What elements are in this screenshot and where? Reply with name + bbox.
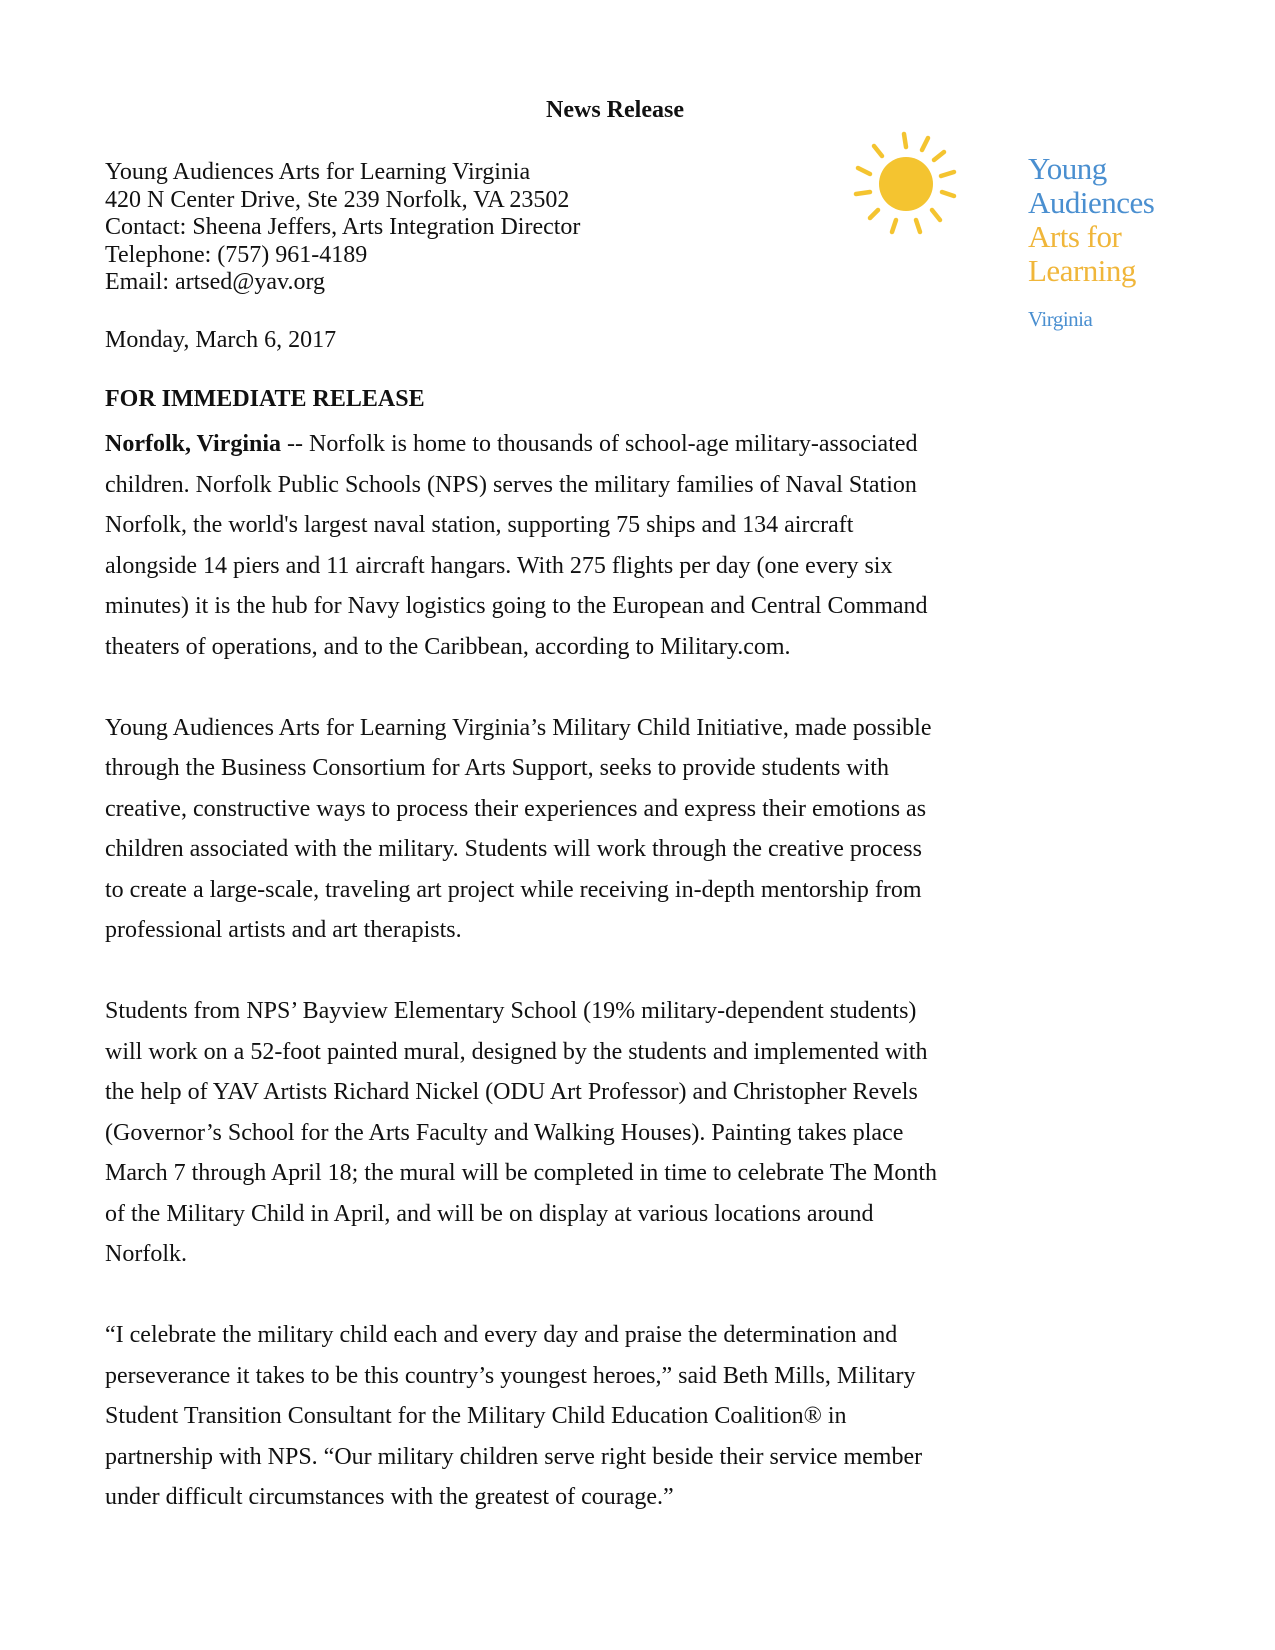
paragraph-line: alongside 14 piers and 11 aircraft hangars. With 275 flights per day (one every six bbox=[105, 552, 893, 579]
paragraph-line: Norfolk, the world's largest naval station, supporting 75 ships and 134 aircraft bbox=[105, 512, 854, 538]
contact-email: Email: artsed@yav.org bbox=[105, 269, 326, 295]
paragraph-intro bbox=[105, 424, 1105, 667]
paragraph-line: to create a large-scale, traveling art project while receiving in-depth mentorship from bbox=[105, 876, 922, 903]
article-body bbox=[105, 424, 1105, 1558]
logo-line-arts-for: Arts for bbox=[1028, 219, 1122, 254]
release-tag: FOR IMMEDIATE RELEASE bbox=[105, 386, 425, 412]
logo-region: Virginia bbox=[1028, 307, 1093, 331]
paragraph-line: partnership with NPS. “Our military children serve right beside their service member bbox=[105, 1443, 923, 1470]
organization-address: 420 N Center Drive, Ste 239 Norfolk, VA 23502 bbox=[105, 186, 570, 213]
paragraph-initiative bbox=[105, 708, 1105, 951]
paragraph-line: children. Norfolk Public Schools (NPS) serves the military families of Naval Station bbox=[105, 471, 917, 498]
paragraph-line: professional artists and art therapists. bbox=[105, 917, 462, 943]
paragraph-line: Student Transition Consultant for the Military Child Education Coalition® in bbox=[105, 1403, 847, 1429]
paragraph-line: the help of YAV Artists Richard Nickel (ODU Art Professor) and Christopher Revels bbox=[105, 1079, 918, 1105]
paragraph-line: Young Audiences Arts for Learning Virginia’s Military Child Initiative, made possible bbox=[105, 714, 932, 741]
paragraph-mural bbox=[105, 991, 1105, 1275]
paragraph-line: “I celebrate the military child each and every day and praise the determination and bbox=[105, 1322, 898, 1348]
paragraph-line: minutes) it is the hub for Navy logistics going to the European and Central Command bbox=[105, 593, 928, 619]
organization-name: Young Audiences Arts for Learning Virginia bbox=[105, 159, 531, 185]
paragraph-quote bbox=[105, 1315, 1105, 1518]
paragraph-line: will work on a 52-foot painted mural, designed by the students and implemented with bbox=[105, 1038, 928, 1065]
paragraph-line: perseverance it takes to be this country’s youngest heroes,” said Beth Mills, Military bbox=[105, 1362, 916, 1389]
contact-block bbox=[105, 159, 580, 297]
paragraph-line: (Governor’s School for the Arts Faculty and Walking Houses). Painting takes place bbox=[105, 1119, 904, 1146]
paragraph-line: Norfolk. bbox=[105, 1241, 187, 1267]
paragraph-line: creative, constructive ways to process their experiences and express their emotions as bbox=[105, 795, 927, 822]
paragraph-line: through the Business Consortium for Arts Support, seeks to provide students with bbox=[105, 755, 889, 781]
logo-line-young: Young bbox=[1028, 151, 1107, 186]
contact-telephone: Telephone: (757) 961-4189 bbox=[105, 241, 368, 268]
logo-wordmark bbox=[1028, 152, 1154, 336]
paragraph-line: under difficult circumstances with the greatest of courage.” bbox=[105, 1484, 674, 1510]
paragraph-line: -- Norfolk is home to thousands of school-age military-associated bbox=[281, 431, 918, 457]
paragraph-line: of the Military Child in April, and will be on display at various locations around bbox=[105, 1200, 874, 1227]
paragraph-line: March 7 through April 18; the mural will be completed in time to celebrate The Month bbox=[105, 1160, 938, 1186]
paragraph-line: Students from NPS’ Bayview Elementary School (19% military-dependent students) bbox=[105, 998, 917, 1024]
sun-icon bbox=[848, 130, 968, 250]
contact-person: Contact: Sheena Jeffers, Arts Integration Director bbox=[105, 214, 581, 240]
page-title: News Release bbox=[546, 97, 684, 123]
paragraph-line: children associated with the military. Students will work through the creative process bbox=[105, 836, 922, 862]
logo-line-learning: Learning bbox=[1028, 253, 1136, 288]
dateline: Norfolk, Virginia bbox=[105, 431, 282, 457]
paragraph-line: theaters of operations, and to the Caribbean, according to Military.com. bbox=[105, 633, 791, 660]
logo-line-audiences: Audiences bbox=[1028, 185, 1155, 220]
release-date: Monday, March 6, 2017 bbox=[105, 327, 337, 353]
organization-logo bbox=[848, 130, 1188, 350]
